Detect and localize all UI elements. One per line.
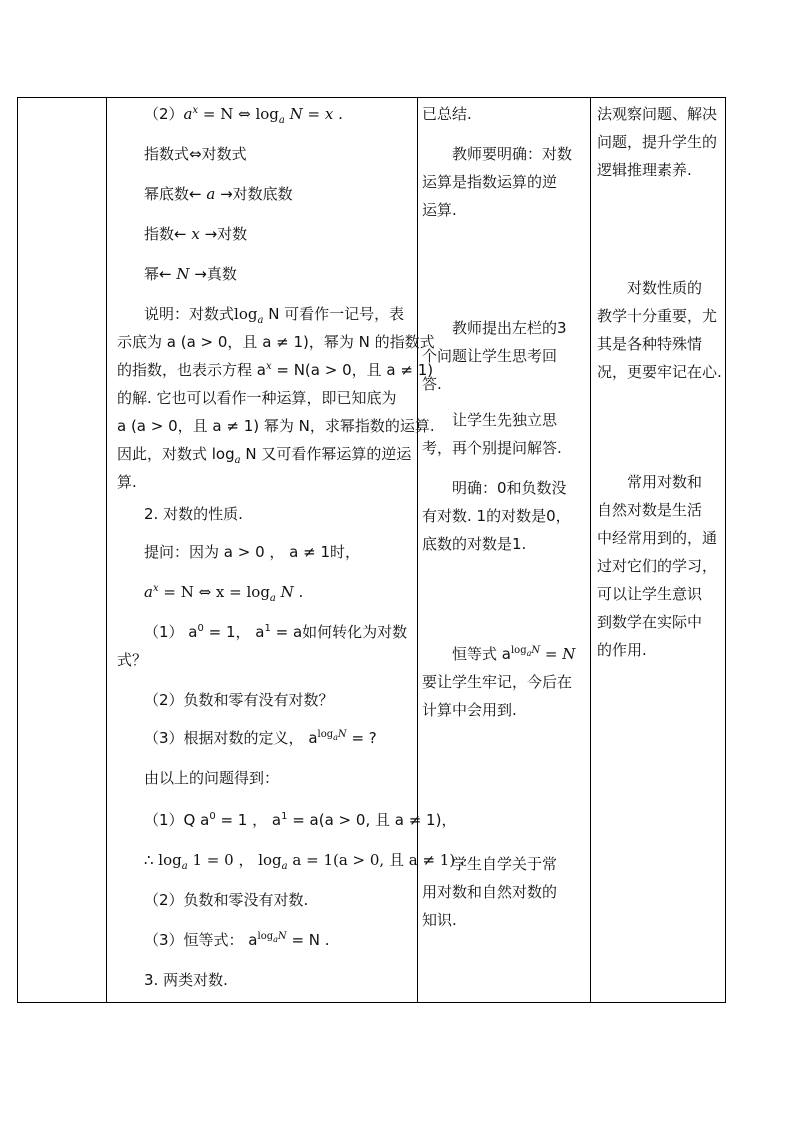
content-line-2: 指数式⇔对数式	[144, 145, 247, 163]
content-line-12: 算.	[117, 473, 137, 491]
activity-7-line-1: 学生自学关于常	[452, 855, 558, 873]
intent-2-line-2: 教学十分重要，尤	[597, 307, 718, 325]
content-line-8: 的指数，也表示方程 $a^x = N(a > 0$，且 a ≠ 1)	[117, 361, 434, 379]
activity-4-line-1: 让学生先独立思	[452, 411, 558, 429]
content-line-23: （2）负数和零没有对数.	[144, 891, 309, 909]
activity-3-line-1: 教师提出左栏的3	[452, 319, 567, 337]
intent-1-line-3: 逻辑推理素养.	[597, 161, 692, 179]
content-line-16: （1） $a^0 = 1$， $a^1 = a$如何转化为对数	[144, 623, 408, 641]
intent-2-line-3: 其是各种特殊情	[597, 335, 703, 353]
content-line-24: （3）恒等式： $a^{log_aN} = N$ .	[144, 931, 330, 949]
content-line-17: 式？	[117, 651, 148, 669]
activity-1: 已总结.	[422, 105, 472, 123]
activity-2-line-3: 运算.	[422, 201, 457, 219]
content-line-9: 的解. 它也可以看作一种运算，即已知底为	[117, 389, 397, 407]
content-line-21: （1）Q $a^0 = 1$ ， $a^1 = a(a > 0$, 且 a ≠ 1)，	[144, 811, 457, 829]
content-line-13: 2. 对数的性质.	[144, 505, 243, 523]
intent-3-line-5: 可以让学生意识	[597, 585, 703, 603]
content-line-7: 示底为 a (a > 0，且 a ≠ 1)，幂为 N 的指数式	[117, 333, 435, 351]
activity-2-line-2: 运算是指数运算的逆	[422, 173, 558, 191]
content-line-25: 3. 两类对数.	[144, 971, 228, 989]
activity-5-line-3: 底数的对数是1.	[422, 535, 527, 553]
content-line-19: （3）根据对数的定义， $a^{log_aN}$ = ?	[144, 729, 377, 747]
content-line-3: 幂底数← a →对数底数	[144, 185, 293, 203]
content-line-18: （2）负数和零有没有对数？	[144, 691, 334, 709]
activity-3-line-3: 答.	[422, 375, 442, 393]
column-intent	[591, 98, 725, 1002]
activity-5-line-1: 明确：0和负数没	[452, 479, 567, 497]
column-activities	[418, 98, 590, 1002]
activity-5-line-2: 有对数. 1的对数是0，	[422, 507, 571, 525]
lesson-table	[17, 97, 726, 1003]
content-line-14: 提问：因为 a > 0 ， a ≠ 1时，	[144, 543, 360, 561]
activity-4-line-2: 考，再个别提问解答.	[422, 439, 562, 457]
intent-3-line-2: 自然对数是生活	[597, 501, 703, 519]
column-stage	[18, 98, 106, 1002]
intent-3-line-6: 到数学在实际中	[597, 613, 703, 631]
intent-3-line-7: 的作用.	[597, 641, 647, 659]
content-line-22: ∴ $\log_a 1 = 0$ ， $\log_a a = 1(a > 0$, 且 a ≠ 1) .	[144, 851, 465, 872]
content-line-11: 因此，对数式 $\log_a N$ 又可看作幂运算的逆运	[117, 445, 412, 466]
intent-1-line-2: 问题，提升学生的	[597, 133, 718, 151]
content-line-1: $(2)a^x = N$ ⇔ $\log_a N = x$ .	[144, 105, 343, 126]
activity-2-line-1: 教师要明确：对数	[452, 145, 573, 163]
intent-3-line-4: 过对它们的学习，	[597, 557, 718, 575]
content-line-15: $a^x = N$ ⇔ $x = \log_a N$ .	[144, 583, 304, 604]
activity-6-line-3: 计算中会用到.	[422, 701, 517, 719]
activity-7-line-2: 用对数和自然对数的	[422, 883, 558, 901]
intent-3-line-3: 中经常用到的，通	[597, 529, 718, 547]
content-line-10: a (a > 0，且 a ≠ 1) 幂为 N，求幂指数的运算.	[117, 417, 435, 435]
activity-6-line-2: 要让学生牢记，今后在	[422, 673, 573, 691]
content-line-6: 说明：对数式$\log_a N$ 可看作一记号，表	[144, 305, 405, 326]
content-line-4: 指数← x →对数	[144, 225, 248, 243]
intent-2-line-4: 况，更要牢记在心.	[597, 363, 722, 381]
intent-1-line-1: 法观察问题、解决	[597, 105, 718, 123]
intent-3-line-1: 常用对数和	[627, 473, 703, 491]
activity-3-line-2: 个问题让学生思考回	[422, 347, 558, 365]
activity-7-line-3: 知识.	[422, 911, 457, 929]
content-line-5: 幂← N →真数	[144, 265, 237, 283]
content-line-20: 由以上的问题得到：	[144, 769, 280, 787]
intent-2-line-1: 对数性质的	[627, 279, 703, 297]
activity-6-line-1: 恒等式 $a^{log_aN} = N$	[452, 645, 576, 663]
